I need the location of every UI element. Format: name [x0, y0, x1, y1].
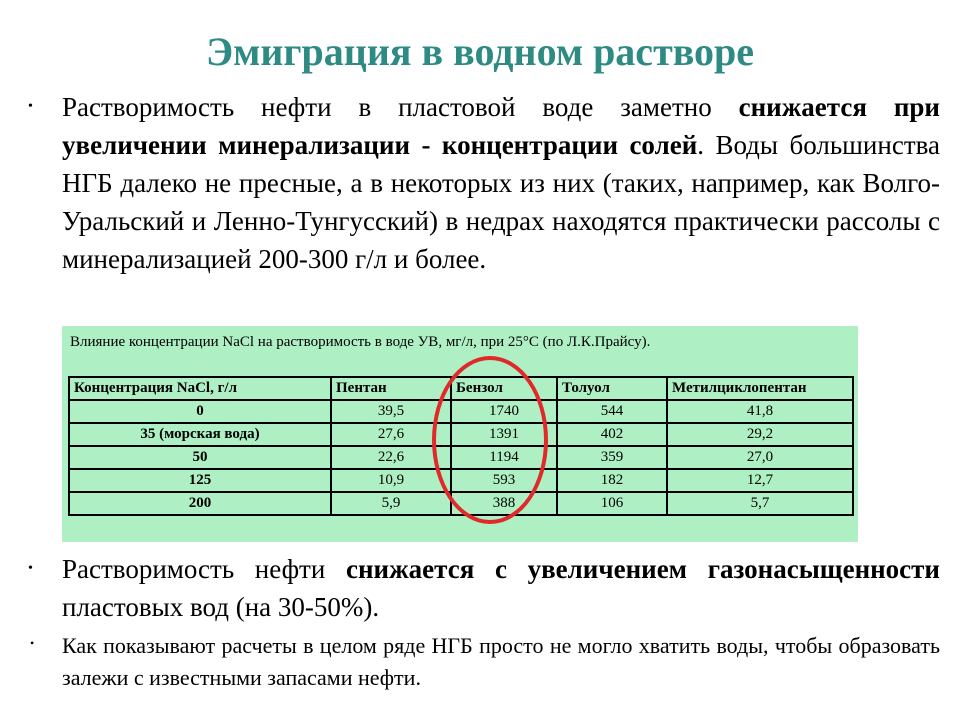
- table-cell: 5,7: [667, 492, 853, 515]
- table-cell: 29,2: [667, 423, 853, 446]
- paragraph-text: пластовых вод (на 30-50%).: [62, 592, 380, 622]
- paragraph-text: Растворимость нефти: [62, 554, 346, 584]
- table-cell: 27,0: [667, 446, 853, 469]
- table-cell: 388: [451, 492, 557, 515]
- bullet-marker: •: [30, 636, 35, 650]
- table-cell: 1740: [451, 400, 557, 423]
- table-cell: 1194: [451, 446, 557, 469]
- table-cell: 39,5: [331, 400, 451, 423]
- column-header: Толуол: [557, 377, 667, 400]
- paragraph-text: Растворимость нефти в пластовой воде заметно: [62, 92, 739, 122]
- bullet-marker: •: [28, 99, 33, 114]
- paragraph-text: . Воды большинства НГБ далеко не пресные, а в некоторых из них (таких, например, как Волго-Уральский и Ленно-Тунгусский) в недрах находятся практически рассолы с минерализацией 200-300 г/л и более.: [62, 130, 940, 274]
- table-cell: 0: [69, 400, 331, 423]
- table-cell: 50: [69, 446, 331, 469]
- solubility-table: [68, 376, 854, 516]
- bullet-marker: •: [28, 561, 33, 576]
- paragraph-water-shortage: Как показывают расчеты в целом ряде НГБ просто не могло хватить воды, чтобы образовать залежи с известными запасами нефти.: [62, 633, 940, 690]
- table-row: [69, 423, 853, 446]
- table-cell: 593: [451, 469, 557, 492]
- table-cell: 125: [69, 469, 331, 492]
- table-cell: 182: [557, 469, 667, 492]
- paragraph-emphasis: снижается при увеличении минерализации - концентрации солей: [62, 92, 940, 160]
- table-row: [69, 446, 853, 469]
- table-cell: 5,9: [331, 492, 451, 515]
- table-cell: 544: [557, 400, 667, 423]
- table-cell: 12,7: [667, 469, 853, 492]
- table-cell: 35 (морская вода): [69, 423, 331, 446]
- table-row: [69, 400, 853, 423]
- table-cell: 10,9: [331, 469, 451, 492]
- column-header: Концентрация NaCl, г/л: [69, 377, 331, 400]
- column-header: Бензол: [451, 377, 557, 400]
- table-cell: 22,6: [331, 446, 451, 469]
- table-panel: [62, 326, 858, 542]
- table-cell: 402: [557, 423, 667, 446]
- table-row: [69, 492, 853, 515]
- slide-title: Эмиграция в водном растворе: [205, 29, 755, 74]
- column-header: Пентан: [331, 377, 451, 400]
- paragraph-emphasis: снижается с увеличением газонасыщенности: [345, 554, 940, 584]
- paragraph-solubility-mineralization: [62, 88, 940, 278]
- table-cell: 106: [557, 492, 667, 515]
- table-row: [69, 469, 853, 492]
- paragraph-solubility-gas: [62, 550, 940, 626]
- table-cell: 200: [69, 492, 331, 515]
- table-cell: 41,8: [667, 400, 853, 423]
- table-cell: 359: [557, 446, 667, 469]
- table-cell: 27,6: [331, 423, 451, 446]
- table-cell: 1391: [451, 423, 557, 446]
- column-header: Метилциклопентан: [667, 377, 853, 400]
- table-header-row: [69, 377, 853, 400]
- table-caption: Влияние концентрации NaCl на растворимость в воде УВ, мг/л, при 25°С (по Л.К.Прайсу).: [70, 334, 651, 350]
